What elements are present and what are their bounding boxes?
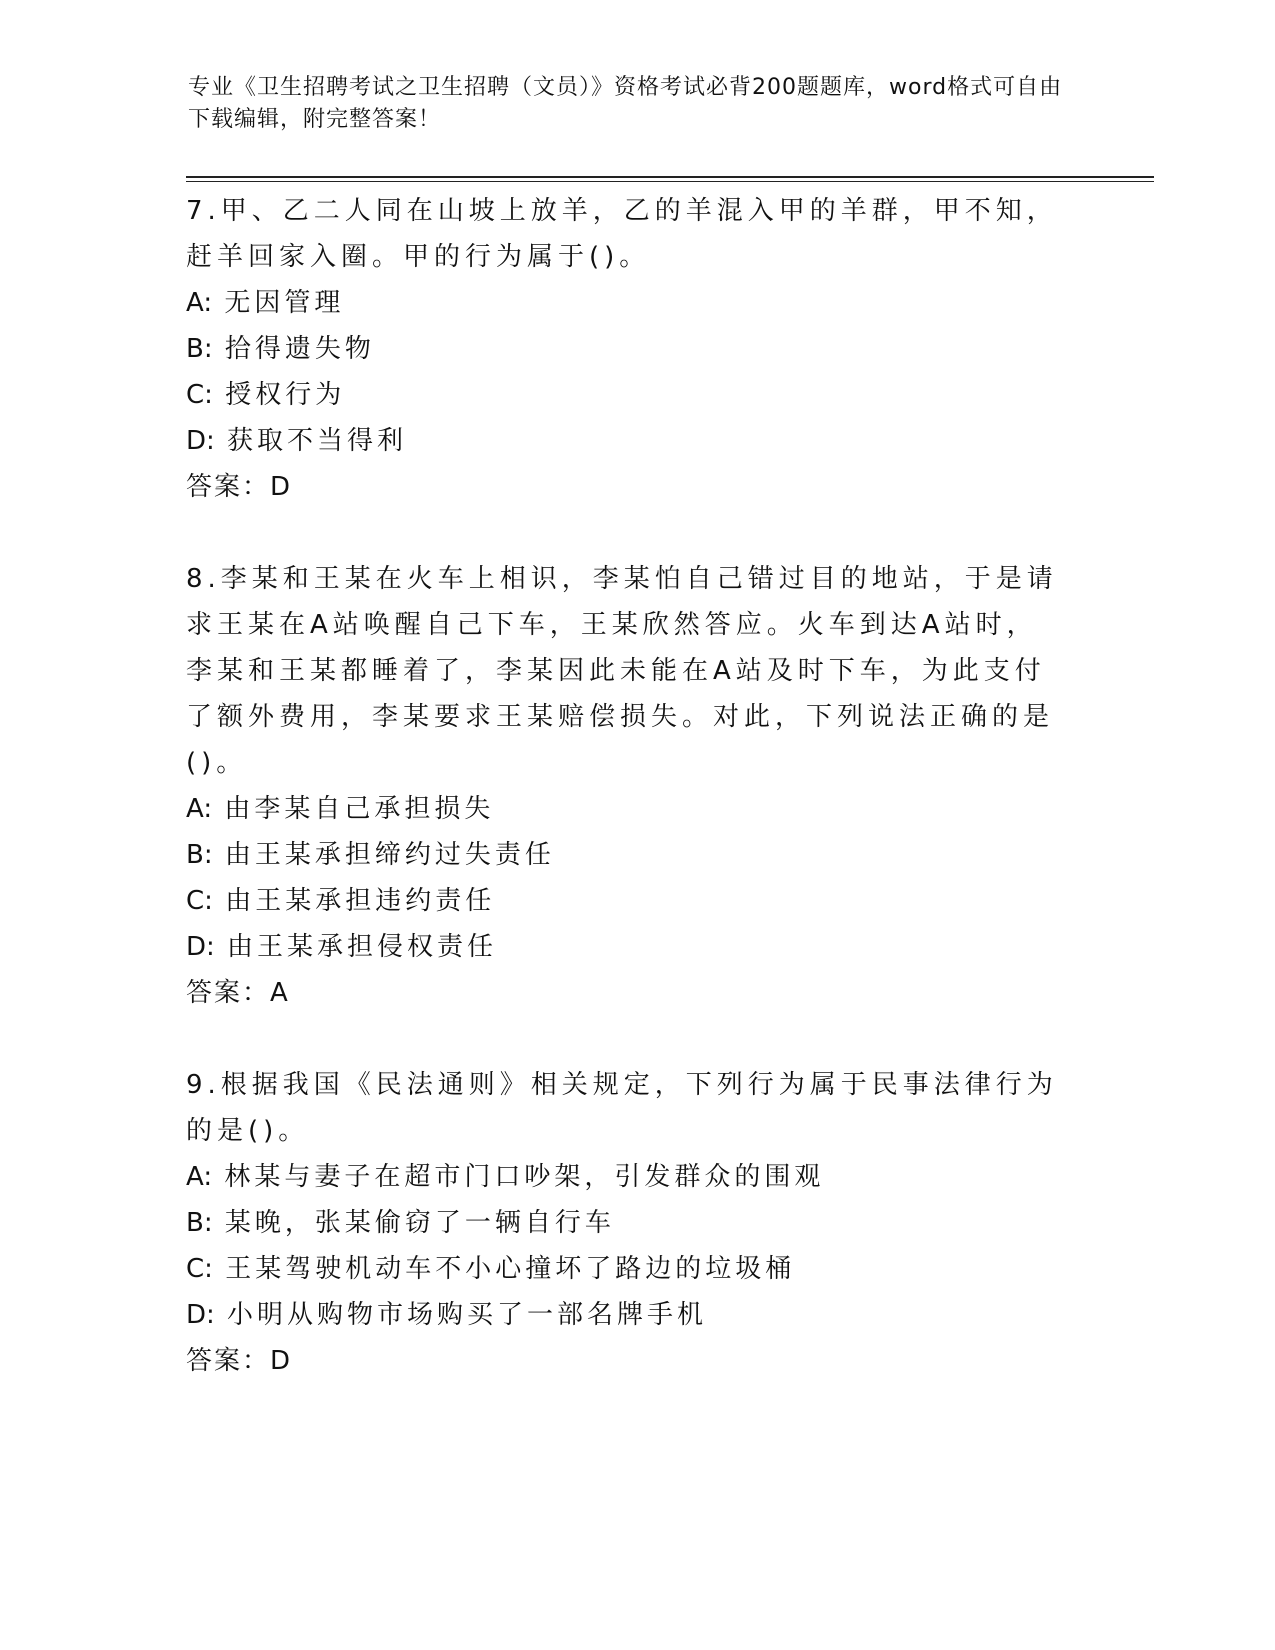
option-text: 某晚，张某偷窃了一辆自行车 bbox=[224, 1208, 615, 1238]
question-stem: 7.甲、乙二人同在山坡上放羊，乙的羊混入甲的羊群，甲不知，赶羊回家入圈。甲的行为属于()。 bbox=[186, 196, 1058, 272]
question-list bbox=[186, 188, 1066, 1430]
option-b bbox=[186, 326, 1066, 372]
option-letter: D: bbox=[186, 932, 215, 962]
option-letter: A: bbox=[186, 288, 213, 318]
option-letter: B: bbox=[186, 1208, 213, 1238]
option-text: 拾得遗失物 bbox=[224, 334, 375, 364]
option-letter: D: bbox=[186, 1300, 215, 1330]
option-d bbox=[186, 1292, 1066, 1338]
option-letter: A: bbox=[186, 794, 213, 824]
option-text: 由李某自己承担损失 bbox=[224, 794, 495, 824]
question-8 bbox=[186, 556, 1066, 1016]
header-rule-thin bbox=[186, 181, 1154, 182]
answer-line: 答案：D bbox=[186, 472, 293, 502]
option-text: 小明从购物市场购买了一部名牌手机 bbox=[227, 1300, 708, 1330]
option-letter: C: bbox=[186, 886, 213, 916]
option-c bbox=[186, 878, 1066, 924]
option-text: 林某与妻子在超市门口吵架，引发群众的围观 bbox=[224, 1162, 825, 1192]
option-c bbox=[186, 1246, 1066, 1292]
header-rule-thick bbox=[186, 176, 1154, 178]
option-letter: B: bbox=[186, 840, 213, 870]
answer-line: 答案：A bbox=[186, 978, 290, 1008]
option-text: 获取不当得利 bbox=[227, 426, 408, 456]
question-stem: 8.李某和王某在火车上相识，李某怕自己错过目的地站，于是请求王某在A站唤醒自己下车，王某欣然答应。火车到达A站时，李某和王某都睡着了，李某因此未能在A站及时下车，为此支付了额外费用，李某要求王某赔偿损失。对此，下列说法正确的是()。 bbox=[186, 564, 1058, 778]
option-b bbox=[186, 1200, 1066, 1246]
option-letter: A: bbox=[186, 1162, 213, 1192]
question-7 bbox=[186, 188, 1066, 510]
option-c bbox=[186, 372, 1066, 418]
option-text: 由王某承担缔约过失责任 bbox=[224, 840, 555, 870]
option-letter: C: bbox=[186, 1254, 213, 1284]
option-letter: D: bbox=[186, 426, 215, 456]
option-text: 授权行为 bbox=[225, 380, 346, 410]
option-d bbox=[186, 924, 1066, 970]
answer-line: 答案：D bbox=[186, 1346, 293, 1376]
option-d bbox=[186, 418, 1066, 464]
question-9 bbox=[186, 1062, 1066, 1384]
option-letter: C: bbox=[186, 380, 213, 410]
option-a bbox=[186, 280, 1066, 326]
document-header: 专业《卫生招聘考试之卫生招聘（文员）》资格考试必背200题题库，word格式可自由下载编辑，附完整答案！ bbox=[188, 75, 1063, 132]
option-text: 由王某承担违约责任 bbox=[225, 886, 496, 916]
option-text: 由王某承担侵权责任 bbox=[227, 932, 498, 962]
question-stem: 9.根据我国《民法通则》相关规定，下列行为属于民事法律行为的是()。 bbox=[186, 1070, 1058, 1146]
option-b bbox=[186, 832, 1066, 878]
option-a bbox=[186, 1154, 1066, 1200]
option-text: 无因管理 bbox=[224, 288, 345, 318]
option-letter: B: bbox=[186, 334, 213, 364]
option-text: 王某驾驶机动车不小心撞坏了路边的垃圾桶 bbox=[225, 1254, 796, 1284]
option-a bbox=[186, 786, 1066, 832]
